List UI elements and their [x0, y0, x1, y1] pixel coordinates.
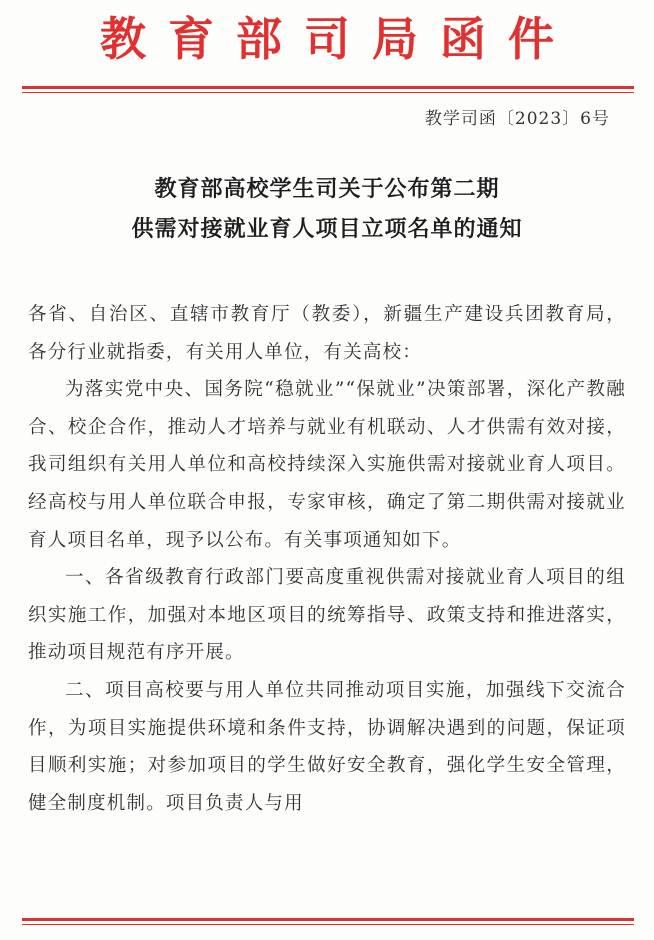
- header-red-rule-thin: [22, 92, 634, 93]
- document-title-line-1: 教育部高校学生司关于公布第二期: [154, 177, 500, 202]
- body-paragraph: 二、项目高校要与用人单位共同推动项目实施，加强线下交流合作，为项目实施提供环境和条件支持，协调解决遇到的问题，保证项目顺利实施；对参加项目的学生做好安全教育，强化学生安全管理，健全制度机制。项目负责人与用: [28, 679, 626, 814]
- header-red-rule: [22, 86, 634, 89]
- masthead-title: 教育部司局函件: [100, 12, 576, 66]
- document-body: [28, 296, 626, 822]
- body-paragraph: 为落实党中央、国务院“稳就业”“保就业”决策部署，深化产教融合、校企合作，推动人才培养与就业有机联动、人才供需有效对接，我司组织有关用人单位和高校持续深入实施供需对接就业育人项目。经高校与用人单位联合申报，专家审核，确定了第二期供需对接就业育人项目名单，现予以公布。有关事项通知如下。: [28, 379, 626, 551]
- document-title: [0, 170, 654, 250]
- document-number: 教学司函〔2023〕6号: [424, 109, 610, 129]
- document-title-line-2: 供需对接就业育人项目立项名单的通知: [131, 217, 523, 242]
- body-paragraph: 一、各省级教育行政部门要高度重视供需对接就业育人项目的组织实施工作，加强对本地区项目的统筹指导、政策支持和推进落实，推动项目规范有序开展。: [28, 567, 626, 664]
- salutation: 各省、自治区、直辖市教育厅（教委），新疆生产建设兵团教育局，各分行业就指委，有关用人单位，有关高校：: [28, 304, 626, 363]
- footer-red-rule-thin: [22, 924, 634, 925]
- footer-red-rule: [22, 918, 634, 921]
